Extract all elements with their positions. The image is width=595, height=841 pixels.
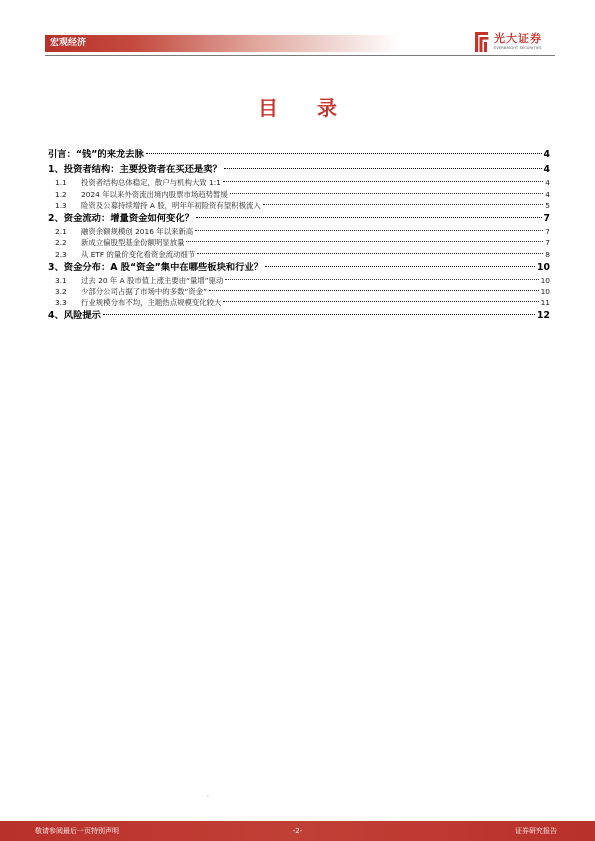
toc-entry-number: 2.3 (55, 249, 67, 259)
toc-entry-number: 3.1 (55, 275, 67, 285)
toc-entry-section[interactable] (48, 308, 550, 323)
watermark: • (205, 792, 211, 802)
logo-text: 光大证券 (494, 32, 542, 45)
page-number: -2- (292, 827, 303, 835)
toc-entry-number: 1.2 (55, 189, 67, 199)
toc-entry-page: 8 (545, 249, 550, 259)
toc-dot-leader (146, 153, 542, 154)
header-banner (45, 35, 400, 52)
toc-entry-page: 10 (540, 287, 550, 297)
toc-dot-leader (263, 204, 544, 205)
toc-entry-page: 10 (540, 275, 550, 285)
toc-entry-subsection[interactable] (48, 249, 550, 260)
toc-entry-title: 2、资金流动：增量资金如何变化？ (48, 212, 194, 224)
toc-dot-leader (186, 241, 543, 242)
page-title: 目 录 (258, 96, 353, 120)
toc-entry-page: 7 (543, 212, 550, 224)
toc-entry-subsection[interactable] (48, 297, 550, 308)
toc-dot-leader (224, 168, 542, 169)
logo-subtext: EVERBRIGHT SECURITIES (494, 46, 542, 50)
toc-entry-number: 1.3 (55, 200, 67, 210)
toc-entry-title: 投资者结构总体稳定，散户与机构大致 1:1 (81, 178, 221, 188)
toc-entry-title: 2024 年以来外资流出境内股票市场趋势暂缓 (81, 189, 228, 199)
toc-entry-number: 3.2 (55, 287, 67, 297)
toc-entry-page: 12 (537, 310, 550, 322)
toc-entry-title: 少部分公司占据了市场中的多数“资金” (81, 287, 207, 297)
toc-entry-page: 4 (543, 149, 550, 160)
logo-mark-icon (475, 32, 491, 52)
section-label: 宏观经济 (50, 38, 87, 48)
toc-entry-section[interactable] (48, 260, 550, 275)
toc-entry-number: 1.1 (55, 178, 67, 188)
toc-entry-subsection[interactable] (48, 189, 550, 200)
toc-entry-number: 2.2 (55, 238, 67, 248)
toc-entry-title: 险资及公募持续增持 A 股，明年年初险资有望积极流入 (81, 200, 261, 210)
toc-entry-section[interactable] (48, 211, 550, 226)
toc-entry-page: 4 (545, 178, 550, 188)
toc-entry-title: 融资余额规模创 2016 年以来新高 (81, 227, 194, 237)
toc-entry-number: 3.3 (55, 298, 67, 308)
toc-entry-title: 从 ETF 的量价变化看资金流动细节 (81, 249, 196, 259)
toc-entry-subsection[interactable] (48, 286, 550, 297)
toc-entry-title: 引言：“钱”的来龙去脉 (48, 149, 144, 160)
toc-dot-leader (230, 193, 543, 194)
toc-entry-page: 4 (545, 189, 550, 199)
toc-dot-leader (195, 230, 543, 231)
toc-entry-subsection[interactable] (48, 237, 550, 248)
toc-entry-section[interactable] (48, 162, 550, 177)
toc-entry-page: 5 (545, 200, 550, 210)
toc-entry-subsection[interactable] (48, 177, 550, 188)
toc-dot-leader (265, 266, 535, 267)
toc-entry-number: 2.1 (55, 227, 67, 237)
toc-dot-leader (209, 290, 539, 291)
toc-dot-leader (223, 181, 543, 182)
toc-entry-page: 7 (545, 227, 550, 237)
footer-disclaimer: 敬请参阅最后一页特别声明 (35, 827, 119, 835)
toc-entry-page: 4 (543, 164, 550, 176)
toc-entry-title: 过去 20 年 A 股市值上涨主要由“量增”驱动 (81, 275, 224, 285)
toc-entry-subsection[interactable] (48, 226, 550, 237)
table-of-contents (48, 147, 550, 324)
toc-entry-title: 行业规模分布不均，主题热点规模变化较大 (81, 298, 222, 308)
toc-dot-leader (103, 314, 535, 315)
toc-entry-title: 新成立偏股型基金份额明显放量 (81, 238, 185, 248)
toc-entry-page: 11 (540, 298, 550, 308)
footer-report-type: 证券研究报告 (515, 827, 557, 835)
toc-entry-title: 4、风险提示 (48, 310, 101, 322)
toc-dot-leader (225, 279, 538, 280)
toc-dot-leader (196, 217, 542, 218)
toc-entry-section[interactable] (48, 147, 550, 162)
toc-entry-page: 10 (537, 261, 550, 273)
toc-entry-subsection[interactable] (48, 200, 550, 211)
toc-dot-leader (223, 301, 538, 302)
toc-dot-leader (197, 253, 543, 254)
footer-bar (0, 821, 595, 841)
brand-logo (475, 32, 560, 54)
header-divider (45, 55, 555, 56)
toc-entry-title: 3、资金分布：A 股“资金”集中在哪些板块和行业？ (48, 261, 264, 273)
toc-entry-subsection[interactable] (48, 275, 550, 286)
toc-entry-title: 1、投资者结构：主要投资者在买还是卖？ (48, 164, 222, 176)
toc-entry-page: 7 (545, 238, 550, 248)
